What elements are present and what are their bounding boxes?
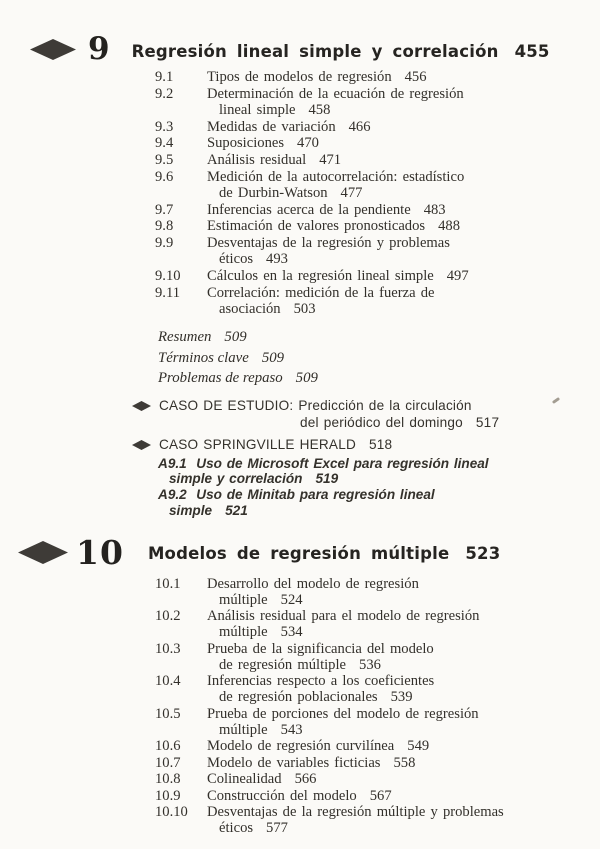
toc-entry	[155, 235, 600, 267]
end-matter-row	[158, 348, 600, 369]
diamond-icon	[18, 541, 68, 564]
section-title: Suposiciones 470	[207, 135, 319, 152]
section-number: 10.9	[155, 787, 181, 804]
toc-entry	[155, 771, 600, 787]
section-title: Correlación: medición de la fuerza de asociación 503	[207, 284, 435, 317]
toc-entry	[155, 576, 600, 608]
chapter-title-text: Regresión lineal simple y correlación	[131, 41, 499, 61]
section-title: Análisis residual para el modelo de regresión múltiple 534	[207, 608, 480, 641]
section-page-number: 488	[438, 218, 460, 235]
section-title: Medidas de variación 466	[207, 118, 371, 135]
section-title: Tipos de modelos de regresión 456	[207, 69, 427, 85]
section-number: 10.1	[155, 575, 181, 592]
chapter-9-heading	[0, 31, 600, 67]
toc-entry	[155, 608, 600, 640]
end-matter-page-number: 509	[224, 329, 247, 346]
case-study-text: CASO DE ESTUDIO: Predicción de la circulación del periódico del domingo 517	[159, 397, 500, 430]
chapter-page-number: 455	[514, 41, 550, 61]
section-number: 9.10	[155, 267, 181, 284]
toc-entry	[155, 804, 600, 836]
section-number: 9.2	[155, 85, 174, 102]
diamond-icon	[132, 401, 151, 431]
section-title: Inferencias acerca de la pendiente 483	[207, 201, 446, 218]
section-page-number: 471	[319, 152, 342, 169]
chapter-9-appendices	[0, 456, 600, 519]
chapter-9-section-list	[155, 69, 600, 317]
chapter-page-number: 523	[465, 544, 501, 564]
section-title: Construcción del modelo 567	[207, 787, 392, 804]
case-study-label: CASO SPRINGVILLE HERALD	[159, 436, 356, 452]
case-study-text	[159, 436, 392, 453]
toc-entry	[155, 706, 600, 738]
toc-entry	[155, 268, 600, 284]
section-number: 9.4	[155, 135, 174, 152]
section-number: 10.10	[155, 804, 188, 821]
section-number: 10.2	[155, 608, 181, 625]
section-title: Medición de la autocorrelación: estadístico de Durbin-Watson 477	[207, 168, 465, 201]
section-number: 10.6	[155, 738, 181, 755]
section-page-number: 558	[393, 754, 416, 771]
toc-entry	[155, 152, 600, 168]
toc-entry	[155, 86, 600, 118]
section-page-number: 577	[266, 820, 288, 837]
section-title: Prueba de porciones del modelo de regresión múltiple 543	[207, 705, 479, 738]
section-page-number: 477	[340, 184, 363, 201]
section-title: Colinealidad 566	[207, 771, 317, 788]
toc-entry	[155, 788, 600, 804]
section-number: 9.5	[155, 152, 174, 169]
section-title: Modelo de variables ficticias 558	[207, 754, 416, 771]
section-page-number: 493	[266, 251, 288, 268]
case-study-page-number: 517	[475, 414, 500, 430]
section-page-number: 497	[446, 267, 469, 284]
section-number: 10.8	[155, 771, 181, 788]
section-number: 9.7	[155, 201, 174, 218]
toc-entry	[155, 755, 600, 771]
section-number: 10.4	[155, 673, 181, 690]
toc-entry	[155, 135, 600, 151]
chapter-10-section-list	[155, 576, 600, 837]
section-number: 9.3	[155, 118, 174, 135]
section-title: Determinación de la ecuación de regresión lineal simple 458	[207, 85, 464, 118]
chapter-number: 9	[88, 31, 110, 67]
section-page-number: 466	[348, 118, 371, 135]
case-study-label: CASO DE ESTUDIO:	[159, 397, 294, 413]
section-page-number: 483	[423, 201, 446, 218]
end-matter-label: Problemas de repaso	[158, 370, 283, 387]
section-page-number: 543	[280, 721, 303, 738]
case-study-page-number: 518	[368, 436, 393, 452]
toc-entry	[155, 285, 600, 317]
section-title: Estimación de valores pronosticados 488	[207, 218, 460, 235]
section-page-number: 503	[293, 300, 316, 317]
section-title: Desarrollo del modelo de regresión múltiple 524	[207, 575, 419, 608]
diamond-icon	[132, 440, 151, 453]
toc-entry	[155, 218, 600, 234]
toc-entry	[155, 69, 600, 85]
appendix-row: A9.1 Uso de Microsoft Excel para regresión lineal simple y correlación 519	[158, 455, 489, 487]
toc-entry	[155, 119, 600, 135]
toc-entry	[155, 641, 600, 673]
section-title: Desventajas de la regresión y problemas éticos 493	[207, 235, 450, 268]
section-number: 9.11	[155, 284, 180, 301]
end-matter-page-number: 509	[261, 349, 285, 366]
section-title: Prueba de la significancia del modelo de regresión múltiple 536	[207, 640, 434, 673]
end-matter-page-number: 509	[295, 370, 318, 387]
toc-entry	[155, 202, 600, 218]
section-page-number: 470	[297, 135, 319, 152]
section-title: Inferencias respecto a los coeficientes de regresión poblacionales 539	[207, 673, 435, 706]
section-number: 10.5	[155, 705, 181, 722]
chapter-9-cases	[0, 397, 600, 519]
appendix-row: A9.2 Uso de Minitab para regresión lineal simple 521	[158, 487, 435, 518]
section-number: 9.9	[155, 235, 174, 252]
end-matter-row	[158, 368, 600, 389]
case-study-row	[132, 397, 600, 431]
case-study-row	[132, 436, 600, 453]
toc-entry	[155, 169, 600, 201]
section-number: 10.7	[155, 754, 181, 771]
appendix-page-number: 519	[315, 471, 339, 487]
chapter-title	[132, 42, 550, 61]
end-matter-label: Términos clave	[158, 349, 249, 366]
section-title: Análisis residual 471	[207, 152, 342, 169]
section-title: Cálculos en la regresión lineal simple 497	[207, 267, 469, 284]
section-page-number: 536	[359, 656, 381, 673]
section-number: 9.1	[155, 69, 174, 85]
section-number: 9.6	[155, 168, 174, 185]
section-page-number: 539	[390, 689, 413, 706]
appendix-page-number: 521	[225, 502, 248, 518]
section-title: Desventajas de la regresión múltiple y problemas éticos 577	[207, 804, 504, 837]
section-page-number: 566	[294, 771, 317, 788]
section-page-number: 567	[369, 787, 392, 804]
section-page-number: 458	[308, 101, 331, 118]
section-title: Modelo de regresión curvilínea 549	[207, 738, 430, 755]
chapter-number: 10	[76, 532, 124, 572]
chapter-10-heading	[0, 532, 600, 572]
chapter-title-text: Modelos de regresión múltiple	[147, 544, 450, 564]
chapter-title	[148, 544, 500, 563]
section-number: 9.8	[155, 218, 174, 235]
toc-entry	[155, 738, 600, 754]
toc-entry	[155, 673, 600, 705]
chapter-9-end-matter	[158, 327, 600, 389]
end-matter-label: Resumen	[158, 329, 212, 346]
diamond-icon	[30, 39, 76, 60]
section-page-number: 549	[407, 738, 430, 755]
section-number: 10.3	[155, 640, 181, 657]
end-matter-row	[158, 327, 600, 348]
section-page-number: 456	[404, 69, 427, 85]
section-page-number: 534	[280, 624, 303, 641]
section-page-number: 524	[280, 591, 303, 608]
